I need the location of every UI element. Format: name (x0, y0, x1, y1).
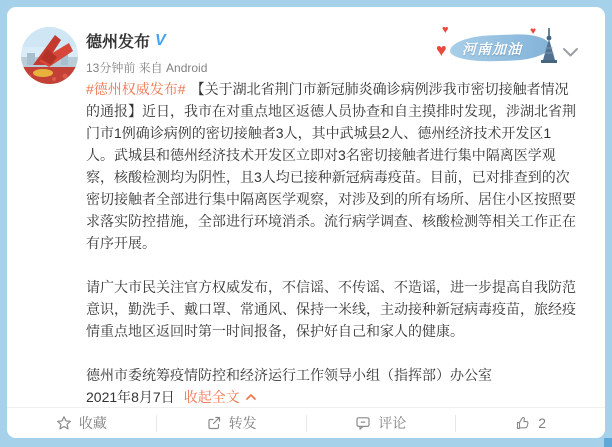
favorite-label: 收藏 (78, 415, 107, 431)
hashtag-link[interactable]: #德州权威发布# (86, 81, 186, 97)
username[interactable]: 德州发布 (86, 34, 151, 51)
header-text (86, 29, 207, 76)
post-paragraph: 请广大市民关注官方权威发布，不信谣、不传谣、不造谣，进一步提高自我防范意识，勤洗手、戴口罩、常通风、保持一米线，主动接种新冠病毒疫苗，旅经疫情重点地区返回时第一时间报备，保护好自己和家人的健康。 (86, 279, 576, 339)
like-count: 2 (538, 415, 547, 431)
post-meta: 13分钟前 来自 Android (86, 61, 208, 75)
avatar-image (21, 27, 78, 84)
like-button[interactable] (456, 408, 605, 438)
post-signature: 德州市委统筹疫情防控和经济运行工作领导小组（指挥部）办公室 (86, 367, 492, 383)
collapse-full-text-link[interactable] (184, 386, 257, 408)
forward-arrow-icon (206, 415, 222, 431)
avatar[interactable] (21, 27, 78, 84)
chevron-down-icon[interactable] (562, 47, 579, 58)
scrollbar-corner (604, 438, 612, 447)
favorite-button[interactable] (7, 408, 156, 438)
supertopic-badge[interactable] (436, 24, 558, 64)
repost-label: 转发 (228, 415, 257, 431)
post-dateline (86, 386, 578, 408)
speech-bubble-icon (355, 415, 371, 431)
comment-button[interactable] (307, 408, 456, 438)
post-header (21, 24, 591, 85)
comment-label: 评论 (378, 415, 407, 431)
repost-button[interactable] (157, 408, 306, 438)
thumbs-up-icon (515, 415, 531, 431)
post-paragraph (86, 78, 578, 254)
heart-icon: ♥ (436, 40, 447, 60)
collapse-label: 收起全文 (183, 389, 240, 405)
verified-v-icon: V (155, 31, 166, 49)
tower-icon (538, 26, 560, 66)
chevron-up-icon (245, 393, 257, 401)
supertopic-badge-label: 河南加油 (462, 41, 522, 57)
post-content (86, 78, 578, 408)
star-icon (56, 415, 72, 431)
heart-icon: ♥ (442, 24, 449, 36)
post-text: 【关于湖北省荆门市新冠肺炎确诊病例涉我市密切接触者情况的通报】近日，我市在对重点地区返德人员协查和自主摸排时发现，涉湖北省荆门市1例确诊病例的密切接触者3人，其中武城县2人、德州经济技术开发区1人。武城县和德州经济技术开发区立即对3名密切接触者进行集中隔离医学观察，核酸检测均为阴性，且3人均已接种新冠病毒疫苗。目前，已对排查到的次密切接触者全部进行集中隔离医学观察，对涉及到的所有场所、居住小区按照要求落实防控措施，全部进行环境消杀。流行病学调查、核酸检测等相关工作正在有序开展。 (86, 81, 576, 251)
heart-icon: ♥ (530, 26, 536, 37)
action-toolbar (7, 407, 605, 438)
post-card (7, 7, 605, 438)
post-date: 2021年8月7日 (86, 389, 175, 405)
